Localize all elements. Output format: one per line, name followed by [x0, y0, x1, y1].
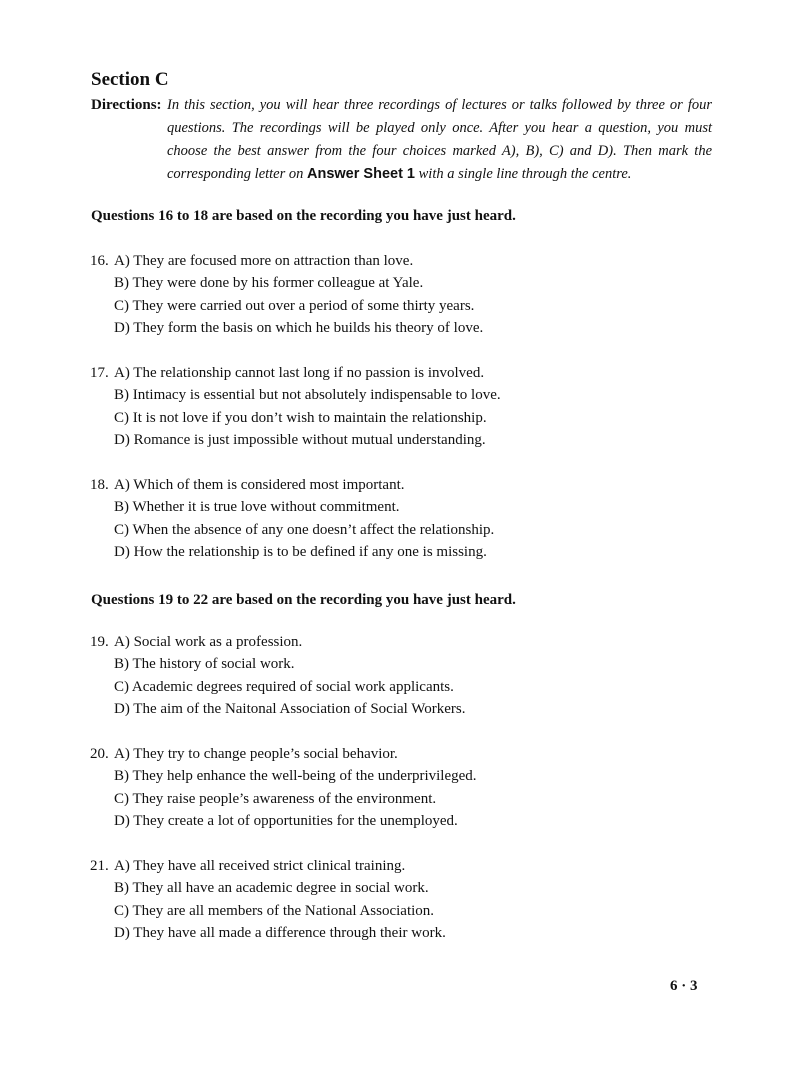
question-19 — [90, 631, 710, 721]
option-d: D) They have all made a difference through their work. — [114, 925, 446, 942]
option-b: B) The history of social work. — [114, 656, 295, 673]
question-option — [90, 272, 710, 294]
question-option — [90, 743, 710, 765]
question-number: 18. — [90, 477, 109, 493]
question-number: 20. — [90, 746, 109, 762]
option-b: B) Whether it is true love without commitment. — [114, 499, 400, 516]
option-c: C) When the absence of any one doesn’t affect the relationship. — [114, 521, 495, 538]
option-c: C) It is not love if you don’t wish to maintain the relationship. — [114, 409, 487, 426]
question-option — [90, 407, 710, 429]
option-d: D) The aim of the Naitonal Association of Social Workers. — [114, 701, 466, 718]
option-b: B) They all have an academic degree in social work. — [114, 880, 429, 897]
option-d: D) How the relationship is to be defined if any one is missing. — [114, 544, 487, 561]
option-d: D) They create a lot of opportunities for the unemployed. — [114, 813, 458, 830]
option-b: B) They help enhance the well-being of the underprivileged. — [114, 768, 477, 785]
question-number: 17. — [90, 365, 109, 381]
option-c: C) Academic degrees required of social work applicants. — [114, 678, 454, 695]
question-option — [90, 541, 710, 563]
option-c: C) They are all members of the National Association. — [114, 902, 435, 919]
question-number: 16. — [90, 253, 109, 269]
question-option — [90, 519, 710, 541]
question-16 — [90, 250, 710, 340]
question-option — [90, 810, 710, 832]
option-d: D) Romance is just impossible without mutual understanding. — [114, 432, 486, 449]
page-number: 6 · 3 — [670, 978, 698, 994]
option-a: A) They try to change people’s social behavior. — [114, 746, 398, 762]
question-option — [90, 384, 710, 406]
question-17 — [90, 362, 710, 452]
option-a: A) Social work as a profession. — [114, 634, 303, 650]
option-a: A) They have all received strict clinical training. — [114, 858, 406, 874]
answer-sheet-label: Answer Sheet 1 — [307, 166, 416, 182]
question-number: 21. — [90, 858, 109, 874]
question-option — [90, 653, 710, 675]
directions-label: Directions: — [91, 97, 162, 113]
question-option — [90, 698, 710, 720]
question-option — [90, 295, 710, 317]
question-option — [90, 631, 710, 653]
option-d: D) They form the basis on which he builds his theory of love. — [114, 320, 484, 337]
option-a: A) The relationship cannot last long if no passion is involved. — [114, 365, 485, 381]
question-option — [90, 765, 710, 787]
question-group-heading: Questions 16 to 18 are based on the recording you have just heard. — [91, 208, 516, 224]
question-option — [90, 362, 710, 384]
question-option — [90, 855, 710, 877]
question-18 — [90, 474, 710, 564]
directions-text-before: In this section, you will hear three recordings of lectures or talks followed by three or four questions. The recordings will be played only once. After you hear a question, you must choose the best answer from the four choices marked A), B), C) and D). Then mark the corresponding letter on — [167, 97, 712, 182]
option-c: C) They raise people’s awareness of the environment. — [114, 790, 437, 807]
question-number: 19. — [90, 634, 109, 650]
question-option — [90, 429, 710, 451]
question-option — [90, 317, 710, 339]
directions-text-after: with a single line through the centre. — [415, 166, 632, 182]
question-option — [90, 496, 710, 518]
option-b: B) They were done by his former colleague at Yale. — [114, 275, 424, 292]
option-c: C) They were carried out over a period of some thirty years. — [114, 297, 475, 314]
directions-block — [91, 94, 716, 184]
question-option — [90, 250, 710, 272]
question-option — [90, 922, 710, 944]
section-title: Section C — [91, 69, 169, 90]
option-b: B) Intimacy is essential but not absolutely indispensable to love. — [114, 387, 501, 404]
directions-text — [167, 94, 712, 186]
question-option — [90, 474, 710, 496]
option-a: A) Which of them is considered most important. — [114, 477, 405, 493]
question-21 — [90, 855, 710, 945]
question-20 — [90, 743, 710, 833]
question-option — [90, 900, 710, 922]
question-option — [90, 877, 710, 899]
question-option — [90, 788, 710, 810]
question-option — [90, 676, 710, 698]
option-a: A) They are focused more on attraction than love. — [114, 253, 414, 269]
question-group-heading: Questions 19 to 22 are based on the recording you have just heard. — [91, 592, 516, 608]
